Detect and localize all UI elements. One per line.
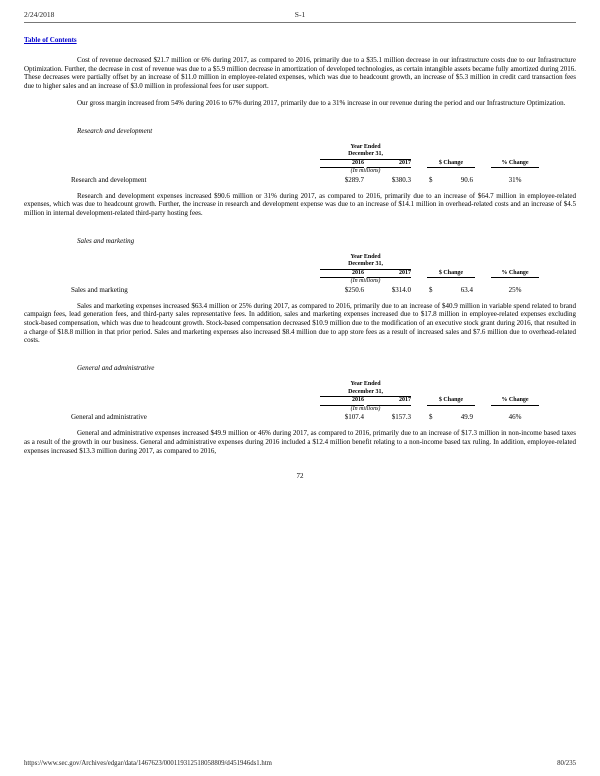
financial-table bbox=[68, 254, 542, 294]
print-footer bbox=[24, 760, 576, 767]
col-2016-header: 2016 bbox=[320, 160, 364, 169]
table-row-label: Sales and marketing bbox=[71, 285, 128, 294]
dollar-change-value: $ 49.9 bbox=[429, 413, 473, 422]
percent-change-value: 46% bbox=[508, 413, 522, 422]
section-sales-and-marketing bbox=[24, 237, 576, 346]
in-millions-label: (In millions) bbox=[350, 405, 381, 412]
col-2017-header: 2017 bbox=[367, 160, 411, 169]
section-general-and-administrative bbox=[24, 364, 576, 455]
dollar-sign: $ bbox=[429, 285, 433, 294]
financial-table bbox=[68, 381, 542, 421]
document-title: S-1 bbox=[294, 10, 306, 19]
section-heading: Sales and marketing bbox=[77, 236, 135, 245]
value-2016: $107.4 bbox=[344, 413, 364, 422]
col-2017-header: 2017 bbox=[367, 270, 411, 279]
december-31-label: December 31, bbox=[320, 389, 411, 398]
header-divider bbox=[24, 22, 576, 23]
december-31-label: December 31, bbox=[320, 261, 411, 270]
december-31-label: December 31, bbox=[320, 151, 411, 160]
percent-change-header: % Change bbox=[491, 397, 539, 406]
intro-paragraph-1: Cost of revenue decreased $21.7 million or 6% during 2017, as compared to 2016, primarily due to a $35.1 million decrease in our infrastructure costs due to our Infrastructure Optimization. Further, the decrease in cost of revenue was due to a $5.9 million decrease in amortization of developed technologies, as certain intangible assets became fully amortized during 2016. These decreases were partially offset by an increase of $11.0 million in employee-related expenses, which was due to headcount growth, an increase of $5.3 million in credit card transaction fees due to higher sales and an increase of $3.0 million in professional fees for user support. bbox=[24, 56, 576, 91]
year-ended-label: Year Ended bbox=[350, 143, 381, 150]
percent-change-value: 31% bbox=[508, 175, 522, 184]
dollar-change-value: $ 63.4 bbox=[429, 285, 473, 294]
percent-change-header: % Change bbox=[491, 160, 539, 169]
page-number: 72 bbox=[296, 472, 304, 481]
col-2016-header: 2016 bbox=[320, 397, 364, 406]
in-millions-label: (In millions) bbox=[350, 168, 381, 175]
value-2017: $314.0 bbox=[391, 285, 411, 294]
value-2016: $289.7 bbox=[344, 175, 364, 184]
col-2016-header: 2016 bbox=[320, 270, 364, 279]
financial-table bbox=[68, 144, 542, 184]
section-heading: Research and development bbox=[77, 126, 153, 135]
table-row-label: General and administrative bbox=[71, 413, 147, 422]
print-date: 2/24/2018 bbox=[24, 10, 55, 19]
dollar-change-value: $ 90.6 bbox=[429, 175, 473, 184]
section-paragraph: General and administrative expenses increased $49.9 million or 46% during 2017, as compared to 2016, primarily due to an increase of $17.3 million in non-income based taxes as a result of the growth in our business. General and administrative expenses during 2016 included a $12.4 million benefit relating to a non-income based tax ruling. In addition, employee-related expenses increased $13.3 million during 2017, as compared to 2016, bbox=[24, 429, 576, 455]
print-header bbox=[24, 10, 576, 19]
value-2017: $157.3 bbox=[391, 413, 411, 422]
year-ended-label: Year Ended bbox=[350, 253, 381, 260]
table-row-label: Research and development bbox=[71, 175, 147, 184]
dollar-change-header: $ Change bbox=[427, 160, 475, 169]
in-millions-label: (In millions) bbox=[350, 278, 381, 285]
value-2017: $380.3 bbox=[391, 175, 411, 184]
table-of-contents-link[interactable]: Table of Contents bbox=[24, 36, 77, 44]
year-ended-label: Year Ended bbox=[350, 381, 381, 388]
dollar-change-header: $ Change bbox=[427, 397, 475, 406]
dollar-change-header: $ Change bbox=[427, 270, 475, 279]
footer-url: https://www.sec.gov/Archives/edgar/data/1467623/000119312518058809/d451946ds1.htm bbox=[24, 760, 272, 767]
dollar-sign: $ bbox=[429, 413, 433, 422]
col-2017-header: 2017 bbox=[367, 397, 411, 406]
percent-change-header: % Change bbox=[491, 270, 539, 279]
section-paragraph: Sales and marketing expenses increased $63.4 million or 25% during 2017, as compared to 2016, primarily due to an increase of $40.9 million in variable spend related to brand campaign fees, lead generation fees, and third-party sales representative fees. In addition, sales and marketing expenses increased due to $17.8 million in employee-related expenses excluding stock-based compensation, which was due to headcount growth. Stock-based compensation decreased $10.9 million due to the modification of an executive stock grant during 2016, that resulted in a charge of $18.8 million in that prior period. Sales and marketing expenses also increased $8.4 million due to app store fees as a result of increased sales and $7.6 million due to overhead-related costs. bbox=[24, 301, 576, 345]
footer-page-indicator: 80/235 bbox=[557, 760, 576, 767]
dollar-sign: $ bbox=[429, 175, 433, 184]
percent-change-value: 25% bbox=[508, 285, 522, 294]
section-heading: General and administrative bbox=[77, 364, 155, 373]
value-2016: $250.6 bbox=[344, 285, 364, 294]
intro-paragraph-2: Our gross margin increased from 54% during 2016 to 67% during 2017, primarily due to a 31% increase in our revenue during the period and our Infrastructure Optimization. bbox=[77, 98, 566, 107]
section-paragraph: Research and development expenses increased $90.6 million or 31% during 2017, as compared to 2016, primarily due to an increase of $64.7 million in employee-related expenses, which was due to headcount growth. Further, the increase in research and development expense was due to an increase of $14.1 million in overhead-related costs and an increase of $4.5 million in internal development-related third-party hosting fees. bbox=[24, 191, 576, 217]
section-research-and-development bbox=[24, 127, 576, 218]
